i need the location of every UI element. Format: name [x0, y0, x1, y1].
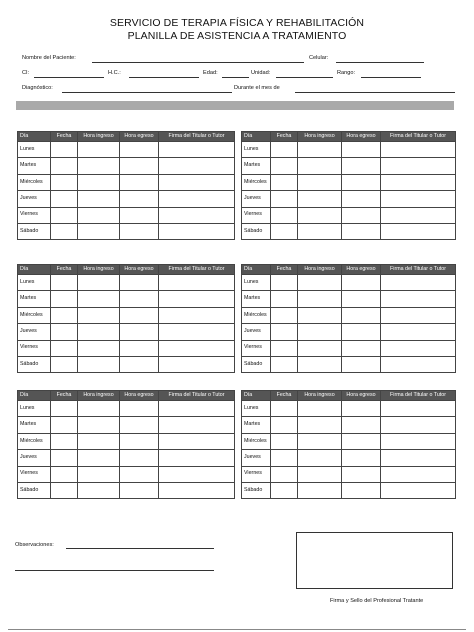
time-out-cell[interactable] — [342, 275, 381, 291]
signature-cell[interactable] — [381, 340, 456, 356]
signature-cell[interactable] — [159, 158, 235, 174]
signature-cell[interactable] — [159, 433, 235, 449]
time-in-cell[interactable] — [298, 417, 342, 433]
signature-cell[interactable] — [159, 417, 235, 433]
signature-cell[interactable] — [381, 482, 456, 498]
signature-cell[interactable] — [159, 307, 235, 323]
time-in-cell[interactable] — [78, 291, 120, 307]
attendance-table — [17, 264, 235, 373]
day-label: Sábado — [18, 356, 51, 372]
date-cell[interactable] — [51, 340, 78, 356]
time-in-cell[interactable] — [78, 275, 120, 291]
date-cell[interactable] — [51, 356, 78, 372]
table-row — [242, 340, 456, 356]
table-row — [242, 207, 456, 223]
section-divider-band — [16, 101, 454, 110]
time-out-cell[interactable] — [120, 401, 159, 417]
time-out-cell[interactable] — [342, 142, 381, 158]
table-row — [242, 275, 456, 291]
col-header-time-in: Hora ingreso — [78, 265, 120, 275]
col-header-time-in: Hora ingreso — [298, 132, 342, 142]
day-label: Martes — [18, 158, 51, 174]
date-cell[interactable] — [271, 158, 298, 174]
day-label: Lunes — [242, 142, 271, 158]
col-header-day: Día — [18, 265, 51, 275]
time-out-cell[interactable] — [342, 324, 381, 340]
observations-label: Observaciones: — [15, 542, 54, 548]
col-header-time-out: Hora egreso — [342, 265, 381, 275]
table-header-row — [18, 391, 235, 401]
day-label: Miércoles — [242, 307, 271, 323]
time-in-cell[interactable] — [78, 142, 120, 158]
time-out-cell[interactable] — [120, 433, 159, 449]
date-cell[interactable] — [51, 207, 78, 223]
table-header-row — [242, 132, 456, 142]
date-cell[interactable] — [271, 466, 298, 482]
day-label: Sábado — [18, 482, 51, 498]
date-cell[interactable] — [51, 450, 78, 466]
signature-caption: Firma y Sello del Profesional Tratante — [330, 598, 424, 604]
col-header-time-out: Hora egreso — [342, 132, 381, 142]
time-in-cell[interactable] — [298, 340, 342, 356]
date-cell[interactable] — [271, 450, 298, 466]
day-label: Miércoles — [242, 433, 271, 449]
signature-cell[interactable] — [159, 174, 235, 190]
signature-cell[interactable] — [159, 324, 235, 340]
day-label: Martes — [242, 158, 271, 174]
date-cell[interactable] — [271, 324, 298, 340]
table-row — [18, 466, 235, 482]
signature-cell[interactable] — [381, 433, 456, 449]
rank-label: Rango: — [337, 70, 356, 76]
time-out-cell[interactable] — [342, 191, 381, 207]
diagnosis-label: Diagnóstico: — [22, 85, 53, 91]
signature-cell[interactable] — [381, 356, 456, 372]
time-out-cell[interactable] — [342, 401, 381, 417]
day-label: Lunes — [242, 275, 271, 291]
table-header-row — [18, 132, 235, 142]
time-in-cell[interactable] — [78, 223, 120, 239]
day-label: Jueves — [242, 450, 271, 466]
time-out-cell[interactable] — [342, 223, 381, 239]
table-row — [242, 291, 456, 307]
table-row — [18, 158, 235, 174]
day-label: Jueves — [18, 450, 51, 466]
time-in-cell[interactable] — [78, 158, 120, 174]
day-label: Lunes — [18, 142, 51, 158]
day-label: Miércoles — [18, 307, 51, 323]
date-cell[interactable] — [271, 207, 298, 223]
col-header-time-in: Hora ingreso — [298, 265, 342, 275]
date-cell[interactable] — [51, 275, 78, 291]
day-label: Martes — [18, 291, 51, 307]
col-header-date: Fecha — [51, 265, 78, 275]
table-row — [18, 324, 235, 340]
table-row — [242, 356, 456, 372]
date-cell[interactable] — [51, 174, 78, 190]
table-row — [242, 417, 456, 433]
col-header-time-out: Hora egreso — [120, 265, 159, 275]
table-row — [242, 174, 456, 190]
date-cell[interactable] — [51, 307, 78, 323]
signature-cell[interactable] — [381, 450, 456, 466]
day-label: Jueves — [18, 324, 51, 340]
table-row — [18, 291, 235, 307]
day-label: Jueves — [242, 324, 271, 340]
time-out-cell[interactable] — [342, 307, 381, 323]
time-in-cell[interactable] — [78, 356, 120, 372]
signature-cell[interactable] — [159, 466, 235, 482]
hc-label: H.C.: — [108, 70, 121, 76]
attendance-table — [17, 390, 235, 499]
signature-cell[interactable] — [381, 207, 456, 223]
time-in-cell[interactable] — [78, 417, 120, 433]
time-in-cell[interactable] — [298, 482, 342, 498]
time-out-cell[interactable] — [120, 174, 159, 190]
table-row — [18, 174, 235, 190]
day-label: Viernes — [242, 466, 271, 482]
date-cell[interactable] — [51, 291, 78, 307]
day-label: Sábado — [242, 223, 271, 239]
time-out-cell[interactable] — [120, 291, 159, 307]
time-out-cell[interactable] — [120, 307, 159, 323]
time-in-cell[interactable] — [78, 482, 120, 498]
time-out-cell[interactable] — [342, 291, 381, 307]
date-cell[interactable] — [271, 307, 298, 323]
signature-cell[interactable] — [381, 142, 456, 158]
col-header-signature: Firma del Titular o Tutor — [159, 265, 235, 275]
attendance-table — [241, 390, 456, 499]
day-label: Martes — [242, 417, 271, 433]
signature-cell[interactable] — [159, 340, 235, 356]
table-row — [18, 275, 235, 291]
table-row — [18, 417, 235, 433]
col-header-day: Día — [18, 132, 51, 142]
signature-cell[interactable] — [159, 275, 235, 291]
date-cell[interactable] — [51, 191, 78, 207]
date-cell[interactable] — [51, 223, 78, 239]
day-label: Viernes — [242, 340, 271, 356]
col-header-date: Fecha — [51, 391, 78, 401]
attendance-table — [17, 131, 235, 240]
date-cell[interactable] — [271, 340, 298, 356]
time-in-cell[interactable] — [78, 191, 120, 207]
time-out-cell[interactable] — [342, 433, 381, 449]
time-out-cell[interactable] — [120, 142, 159, 158]
signature-cell[interactable] — [159, 450, 235, 466]
observations-field-line-2[interactable] — [15, 570, 214, 571]
col-header-time-in: Hora ingreso — [78, 391, 120, 401]
date-cell[interactable] — [51, 466, 78, 482]
date-cell[interactable] — [271, 401, 298, 417]
time-in-cell[interactable] — [78, 174, 120, 190]
table-row — [242, 466, 456, 482]
table-header-row — [18, 265, 235, 275]
col-header-time-out: Hora egreso — [120, 132, 159, 142]
col-header-signature: Firma del Titular o Tutor — [381, 265, 456, 275]
signature-cell[interactable] — [381, 158, 456, 174]
document-title: SERVICIO DE TERAPIA FÍSICA Y REHABILITACIÓN — [109, 17, 365, 29]
month-field[interactable] — [295, 92, 455, 93]
time-out-cell[interactable] — [342, 340, 381, 356]
time-out-cell[interactable] — [120, 191, 159, 207]
time-in-cell[interactable] — [298, 356, 342, 372]
time-out-cell[interactable] — [120, 482, 159, 498]
table-row — [242, 158, 456, 174]
table-row — [242, 223, 456, 239]
attendance-table — [241, 131, 456, 240]
patient-name-label: Nombre del Paciente: — [22, 55, 76, 61]
col-header-time-out: Hora egreso — [120, 391, 159, 401]
table-row — [18, 191, 235, 207]
time-in-cell[interactable] — [298, 324, 342, 340]
signature-cell[interactable] — [381, 401, 456, 417]
date-cell[interactable] — [51, 433, 78, 449]
time-out-cell[interactable] — [342, 450, 381, 466]
day-label: Jueves — [18, 191, 51, 207]
signature-cell[interactable] — [159, 207, 235, 223]
signature-cell[interactable] — [159, 401, 235, 417]
table-row — [18, 450, 235, 466]
signature-cell[interactable] — [381, 291, 456, 307]
day-label: Miércoles — [18, 433, 51, 449]
col-header-signature: Firma del Titular o Tutor — [159, 132, 235, 142]
signature-cell[interactable] — [381, 275, 456, 291]
day-label: Lunes — [242, 401, 271, 417]
time-out-cell[interactable] — [120, 324, 159, 340]
table-row — [242, 433, 456, 449]
time-in-cell[interactable] — [298, 142, 342, 158]
time-in-cell[interactable] — [298, 466, 342, 482]
signature-cell[interactable] — [159, 482, 235, 498]
time-in-cell[interactable] — [78, 207, 120, 223]
ci-field[interactable] — [34, 77, 104, 78]
time-in-cell[interactable] — [78, 401, 120, 417]
day-label: Sábado — [18, 223, 51, 239]
time-out-cell[interactable] — [342, 482, 381, 498]
attendance-table — [241, 264, 456, 373]
signature-cell[interactable] — [381, 324, 456, 340]
time-in-cell[interactable] — [298, 207, 342, 223]
hc-field[interactable] — [129, 77, 199, 78]
unit-field[interactable] — [276, 77, 333, 78]
day-label: Viernes — [18, 466, 51, 482]
day-label: Martes — [242, 291, 271, 307]
date-cell[interactable] — [271, 223, 298, 239]
date-cell[interactable] — [271, 417, 298, 433]
day-label: Lunes — [18, 401, 51, 417]
day-label: Martes — [18, 417, 51, 433]
time-out-cell[interactable] — [120, 356, 159, 372]
time-out-cell[interactable] — [342, 356, 381, 372]
date-cell[interactable] — [271, 291, 298, 307]
time-in-cell[interactable] — [78, 466, 120, 482]
table-row — [242, 450, 456, 466]
time-in-cell[interactable] — [298, 307, 342, 323]
time-in-cell[interactable] — [78, 307, 120, 323]
time-out-cell[interactable] — [342, 174, 381, 190]
time-in-cell[interactable] — [298, 158, 342, 174]
time-in-cell[interactable] — [298, 275, 342, 291]
phone-field[interactable] — [336, 62, 424, 63]
time-in-cell[interactable] — [298, 291, 342, 307]
time-out-cell[interactable] — [120, 340, 159, 356]
date-cell[interactable] — [51, 324, 78, 340]
table-row — [18, 482, 235, 498]
day-label: Miércoles — [242, 174, 271, 190]
phone-label: Celular: — [309, 55, 329, 61]
signature-cell[interactable] — [381, 223, 456, 239]
day-label: Lunes — [18, 275, 51, 291]
time-out-cell[interactable] — [120, 275, 159, 291]
time-out-cell[interactable] — [120, 417, 159, 433]
patient-name-field[interactable] — [92, 62, 304, 63]
ci-label: CI: — [22, 70, 30, 76]
day-label: Viernes — [18, 340, 51, 356]
table-row — [18, 401, 235, 417]
table-row — [18, 223, 235, 239]
table-row — [18, 207, 235, 223]
day-label: Sábado — [242, 356, 271, 372]
time-out-cell[interactable] — [120, 223, 159, 239]
date-cell[interactable] — [51, 417, 78, 433]
signature-cell[interactable] — [381, 307, 456, 323]
signature-cell[interactable] — [381, 417, 456, 433]
time-out-cell[interactable] — [120, 466, 159, 482]
col-header-day: Día — [18, 391, 51, 401]
month-label: Durante el mes de — [234, 85, 280, 91]
time-in-cell[interactable] — [78, 450, 120, 466]
time-in-cell[interactable] — [298, 450, 342, 466]
signature-cell[interactable] — [159, 142, 235, 158]
day-label: Viernes — [242, 207, 271, 223]
table-row — [18, 433, 235, 449]
table-header-row — [242, 391, 456, 401]
time-in-cell[interactable] — [298, 191, 342, 207]
col-header-signature: Firma del Titular o Tutor — [381, 391, 456, 401]
time-out-cell[interactable] — [342, 466, 381, 482]
signature-cell[interactable] — [381, 466, 456, 482]
date-cell[interactable] — [271, 433, 298, 449]
observations-field[interactable] — [66, 548, 214, 549]
time-out-cell[interactable] — [342, 207, 381, 223]
time-in-cell[interactable] — [78, 433, 120, 449]
col-header-date: Fecha — [271, 391, 298, 401]
table-row — [242, 401, 456, 417]
time-in-cell[interactable] — [298, 433, 342, 449]
diagnosis-field[interactable] — [62, 92, 232, 93]
table-row — [18, 340, 235, 356]
col-header-date: Fecha — [51, 132, 78, 142]
signature-cell[interactable] — [159, 291, 235, 307]
time-in-cell[interactable] — [298, 174, 342, 190]
day-label: Sábado — [242, 482, 271, 498]
date-cell[interactable] — [51, 158, 78, 174]
date-cell[interactable] — [51, 482, 78, 498]
date-cell[interactable] — [51, 401, 78, 417]
rank-field[interactable] — [361, 77, 421, 78]
col-header-time-in: Hora ingreso — [78, 132, 120, 142]
table-row — [242, 191, 456, 207]
col-header-time-in: Hora ingreso — [298, 391, 342, 401]
date-cell[interactable] — [271, 356, 298, 372]
col-header-date: Fecha — [271, 265, 298, 275]
col-header-day: Día — [242, 265, 271, 275]
col-header-date: Fecha — [271, 132, 298, 142]
date-cell[interactable] — [51, 142, 78, 158]
table-row — [18, 356, 235, 372]
time-out-cell[interactable] — [120, 450, 159, 466]
table-row — [242, 482, 456, 498]
signature-cell[interactable] — [381, 191, 456, 207]
age-field[interactable] — [222, 77, 249, 78]
col-header-day: Día — [242, 132, 271, 142]
time-out-cell[interactable] — [120, 207, 159, 223]
table-row — [242, 307, 456, 323]
date-cell[interactable] — [271, 174, 298, 190]
unit-label: Unidad: — [251, 70, 271, 76]
document-subtitle: PLANILLA DE ASISTENCIA A TRATAMIENTO — [127, 30, 347, 42]
col-header-day: Día — [242, 391, 271, 401]
col-header-signature: Firma del Titular o Tutor — [381, 132, 456, 142]
signature-stamp-box[interactable] — [296, 532, 453, 589]
signature-cell[interactable] — [159, 223, 235, 239]
col-header-time-out: Hora egreso — [342, 391, 381, 401]
signature-cell[interactable] — [159, 356, 235, 372]
date-cell[interactable] — [271, 142, 298, 158]
time-in-cell[interactable] — [78, 324, 120, 340]
table-header-row — [242, 265, 456, 275]
age-label: Edad: — [203, 70, 218, 76]
table-row — [242, 324, 456, 340]
page-bottom-divider — [8, 629, 466, 630]
signature-cell[interactable] — [381, 174, 456, 190]
day-label: Viernes — [18, 207, 51, 223]
time-in-cell[interactable] — [298, 401, 342, 417]
date-cell[interactable] — [271, 482, 298, 498]
signature-cell[interactable] — [159, 191, 235, 207]
day-label: Miércoles — [18, 174, 51, 190]
time-in-cell[interactable] — [298, 223, 342, 239]
table-row — [242, 142, 456, 158]
time-out-cell[interactable] — [342, 417, 381, 433]
time-out-cell[interactable] — [342, 158, 381, 174]
time-out-cell[interactable] — [120, 158, 159, 174]
col-header-signature: Firma del Titular o Tutor — [159, 391, 235, 401]
date-cell[interactable] — [271, 275, 298, 291]
day-label: Jueves — [242, 191, 271, 207]
date-cell[interactable] — [271, 191, 298, 207]
table-row — [18, 307, 235, 323]
table-row — [18, 142, 235, 158]
time-in-cell[interactable] — [78, 340, 120, 356]
